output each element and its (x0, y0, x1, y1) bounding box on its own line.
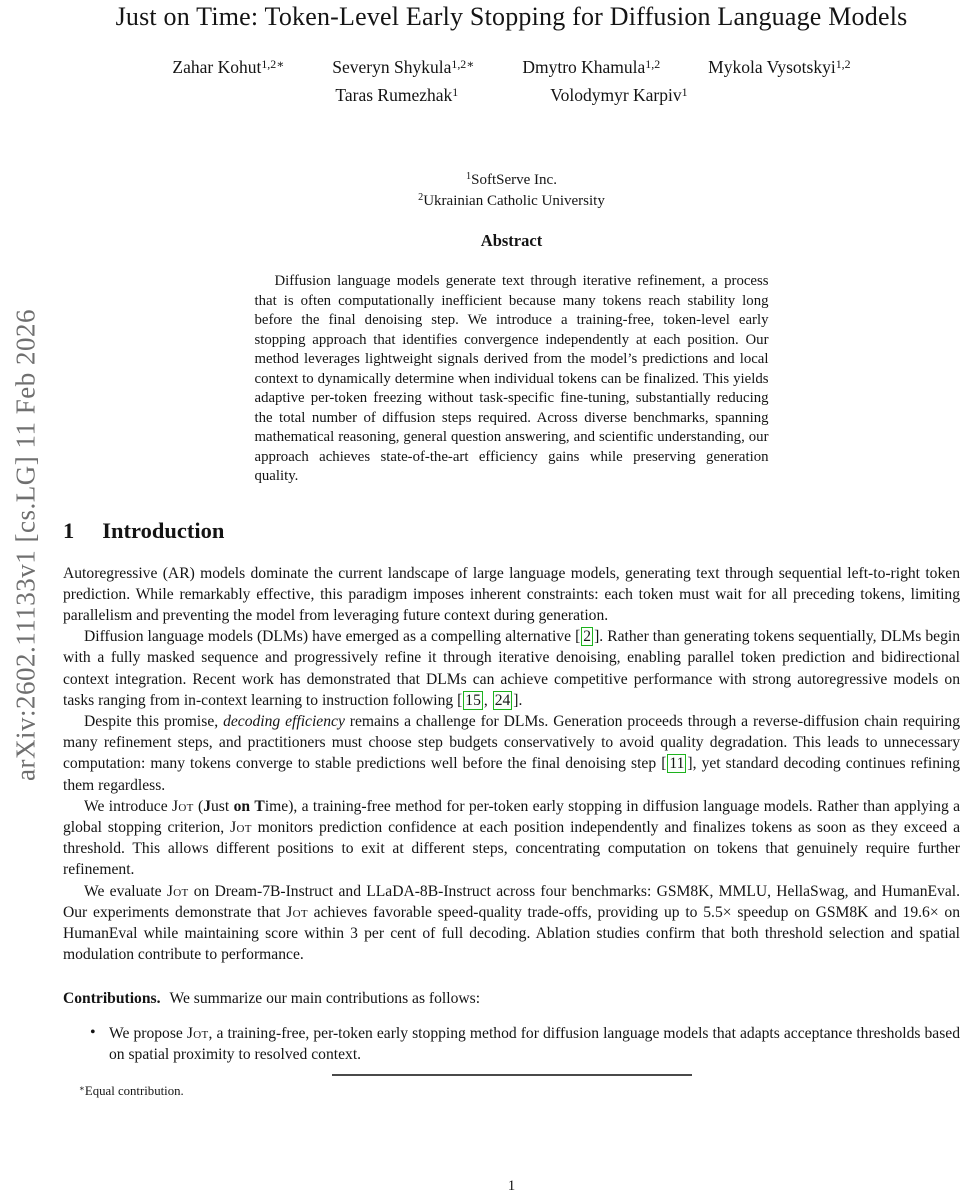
author-affiliation-superscript: 1,2∗ (261, 56, 285, 71)
section-number: 1 (63, 517, 75, 543)
paper-title: Just on Time: Token-Level Early Stopping for Diffusion Language Models (115, 2, 908, 31)
text-segment: ime), a training-free method for per-token early stopping in diffusion language models. Rather than applying a global stopping criterion, (63, 797, 961, 836)
text-segment: Autoregressive (AR) models dominate the current landscape of large language models, generating text through sequential left-to-right token prediction. While remarkably effective, this paradigm imposes inherent constraints: each token must wait for all preceding tokens, limiting parallelism and preventing the model from leveraging future context during generation. (63, 564, 960, 624)
citation-link[interactable]: 15 (465, 691, 481, 709)
text-segment: remains a challenge for DLMs. Generation proceeds through a reverse-diffusion chain requiring many refinement steps, and practitioners must choose step budgets conservatively to avoid quality degradation. This leads to unnecessary computation: many tokens converge to stable predictions well before the final denoising step [ (63, 712, 960, 773)
intro-paragraph-1 (63, 563, 960, 627)
author-affiliation-superscript: 1 (681, 84, 688, 99)
paper-content (63, 0, 960, 1112)
abstract-text: Diffusion language models generate text through iterative refinement, a process that is often computationally inefficient because many tokens reach stability long before the final denoising step. We introduce a training-free, token-level early stopping approach that identifies convergence independently at each position. Our method leverages lightweight signals derived from the model’s predictions and local context to dynamically determine when individual tokens can be finalized. This yields adaptive per-token freezing without task-specific fine-tuning, substantially reducing the total number of diffusion steps required. Across diverse benchmarks, spanning mathematical reasoning, general question answering, and scientific understanding, our approach achieves state-of-the-art efficiency gains while preserving generation quality. (254, 273, 769, 484)
text-segment: ( (193, 797, 204, 815)
text-segment: J (203, 797, 211, 815)
affiliation-line: $^2$Ukrainian Catholic University (418, 191, 605, 209)
intro-paragraph-5 (63, 881, 960, 966)
affiliations (63, 171, 960, 212)
author-name: Dmytro Khamula$^{1,2}$ (522, 56, 661, 77)
text-segment: Contributions. (63, 990, 161, 1008)
page-number: 1 (507, 1178, 516, 1194)
text-segment: , a training-free, per-token early stopping method for diffusion language models that adapts acceptance thresholds based on spatial proximity to resolved context. (109, 1024, 961, 1063)
text-segment: T (254, 797, 265, 815)
text-segment: achieves favorable speed-quality trade-offs, providing up to 5.5× speedup on GSM8K and 19.6× on HumanEval while maintaining score within 3 per cent of full decoding. Ablation studies confirm that both threshold selection and spatial modulation contribute to performance. (63, 903, 960, 964)
abstract-heading: Abstract (480, 231, 543, 250)
citation-link[interactable]: 2 (583, 628, 592, 646)
intro-paragraph-3 (63, 711, 960, 796)
text-segment: We evaluate (84, 882, 167, 900)
text-segment: decoding efficiency (223, 712, 345, 730)
author-name: Zahar Kohut$^{1,2∗}$ (172, 56, 285, 77)
affiliation-line: $^1$SoftServe Inc. (466, 171, 557, 188)
section-title: Introduction (102, 517, 225, 543)
text-segment: Diffusion language models (DLMs) have emerged as a compelling alternative [ (84, 628, 581, 646)
text-segment: on (233, 797, 251, 815)
author-affiliation-superscript: 1,2∗ (451, 56, 475, 71)
citation-link[interactable]: 24 (494, 691, 511, 709)
arxiv-watermark: arXiv:2602.11133v1 [cs.LG] 11 Feb 2026 (10, 309, 41, 781)
text-segment: We introduce (84, 797, 172, 815)
text-segment: ], yet standard decoding continues refining them regardless. (63, 755, 960, 794)
author-row-2 (63, 82, 960, 110)
contributions-paragraph (63, 988, 960, 1009)
text-segment: We propose (109, 1024, 187, 1042)
text-segment: Jot (230, 818, 252, 836)
text-segment: Jot (172, 797, 194, 815)
text-segment: Jot (186, 1024, 209, 1042)
section-heading-introduction (63, 518, 960, 544)
citation-link[interactable]: 11 (669, 755, 685, 773)
affiliation-superscript: 1 (466, 171, 472, 183)
author-name: Severyn Shykula$^{1,2∗}$ (332, 56, 475, 77)
affiliation-superscript: 2 (418, 191, 424, 203)
text-segment: ]. Rather than generating tokens sequentially, DLMs begin with a fully masked sequence and progressively refine it through iterative denoising, enabling parallel token prediction and bidirectional context integration. Recent work has demonstrated that DLMs can achieve competitive performance with strong autoregressive models on tasks ranging from in-context learning to instruction following [ (63, 628, 960, 709)
text-segment: Jot (166, 882, 189, 900)
text-segment: Despite this promise, (84, 712, 224, 730)
text-segment: , (483, 691, 492, 709)
text-segment: Jot (286, 903, 308, 921)
text-segment: We summarize our main contributions as follows: (169, 990, 481, 1008)
footnote-text: Equal contribution. (84, 1083, 184, 1098)
footnote-equal-contribution (63, 1084, 960, 1099)
intro-paragraph-2 (63, 626, 960, 711)
text-segment: monitors prediction confidence at each position independently and finalizes tokens as soon as they exceed a threshold. This allows different positions to exit at different steps, concentrating computation on tokens that genuinely require further refinement. (63, 818, 960, 879)
text-segment: on Dream-7B-Instruct and LLaDA-8B-Instruct across four benchmarks: GSM8K, MMLU, HellaSwag, and HumanEval. Our experiments demonstrate that (63, 882, 960, 921)
contributions-list (63, 1023, 960, 1065)
contribution-item (109, 1023, 960, 1065)
footnote-rule (332, 1074, 692, 1076)
author-row-1 (63, 54, 960, 82)
author-name: Taras Rumezhak$^1$ (335, 84, 459, 105)
author-name: Mykola Vysotskyi$^{1,2}$ (708, 56, 851, 77)
intro-paragraph-4 (63, 796, 960, 881)
text-segment: ]. (513, 691, 523, 709)
author-affiliation-superscript: 1,2 (835, 56, 851, 71)
footnote-marker: ∗ (79, 1083, 85, 1094)
text-segment: ust (211, 797, 234, 815)
author-affiliation-superscript: 1 (452, 84, 459, 99)
author-affiliation-superscript: 1,2 (645, 56, 661, 71)
author-name: Volodymyr Karpiv$^1$ (550, 84, 688, 105)
